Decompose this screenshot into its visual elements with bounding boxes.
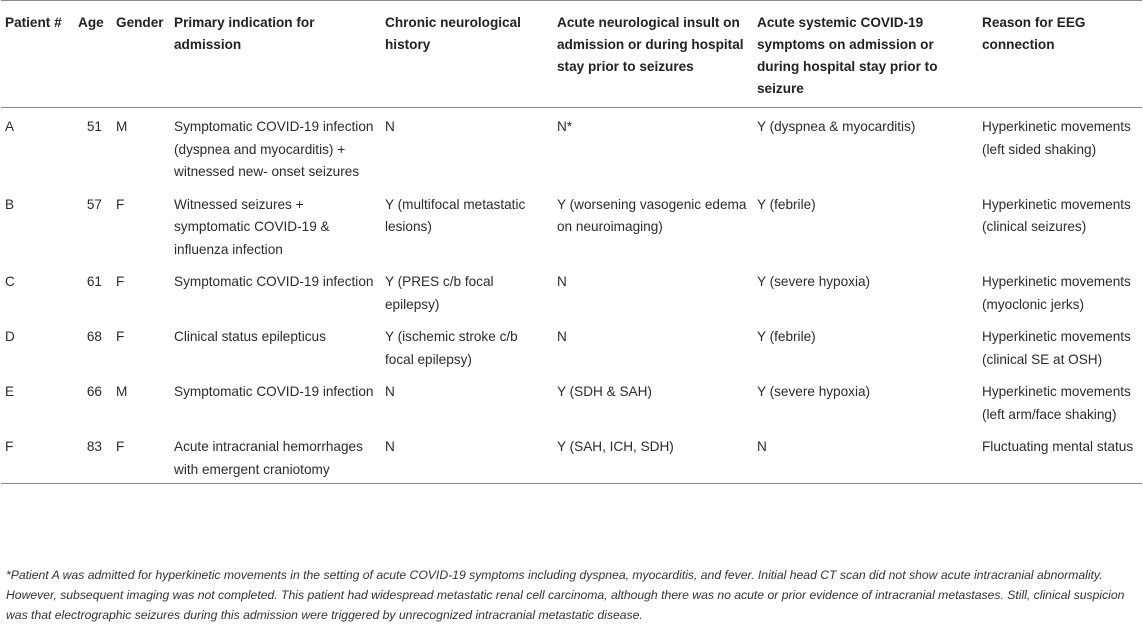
cell-chronic-history: N [385,384,395,399]
header-systemic-symptoms: Acute systemic COVID-19 symptoms on admission or during hospital stay prior to seizure [757,15,938,96]
cell-acute-insult: N [557,274,567,289]
table-row [1,186,1142,264]
cell-patient: A [5,119,15,134]
cell-patient: F [5,439,14,454]
cell-eeg-reason: Hyperkinetic movements (myoclonic jerks) [982,274,1131,312]
table-footnote: *Patient A was admitted for hyperkinetic movements in the setting of acute COVID-19 symptoms including dyspnea, myocarditis, and fever. Initial head CT scan did not show acute intracranial abnormality. However, subsequent imaging was not completed. This patient had widespread metastatic renal cell carcinoma, although there was no acute or prior evidence of intracranial metastases. Still, clinical suspicion was that electrographic seizures during this admission were triggered by unrecognized intracranial metastatic disease. [6,568,1125,622]
header-age: Age [78,15,104,30]
cell-eeg-reason: Fluctuating mental status [982,439,1134,454]
cell-systemic-symptoms: Y (dyspnea & myocarditis) [757,119,916,134]
cell-acute-insult: N [557,329,567,344]
cell-age: 57 [86,196,102,212]
cell-primary-indication: Symptomatic COVID-19 infection [174,274,374,289]
cell-age: 51 [86,119,102,134]
cell-systemic-symptoms: Y (severe hypoxia) [757,384,871,399]
cell-gender: F [116,439,125,454]
cell-systemic-symptoms: Y (severe hypoxia) [757,274,871,289]
cell-primary-indication: Acute intracranial hemorrhages with emergent craniotomy [174,439,363,477]
cell-gender: M [116,384,128,399]
cell-gender: F [116,196,125,212]
header-gender: Gender [116,15,164,30]
table-row [1,428,1142,484]
table-row [1,108,1142,186]
table-row [1,373,1142,428]
cell-systemic-symptoms: N [757,439,767,454]
cell-gender: F [116,274,125,289]
cell-chronic-history: N [385,119,395,134]
cell-age: 83 [86,439,102,454]
header-acute-insult: Acute neurological insult on admission or during hospital stay prior to seizures [557,15,744,74]
cell-patient: E [5,384,15,399]
cell-acute-insult: N* [557,119,573,134]
header-row [1,1,1142,108]
cell-chronic-history: Y (multifocal metastatic lesions) [385,196,526,234]
table-row [1,263,1142,318]
cell-gender: F [116,329,125,344]
cell-systemic-symptoms: Y (febrile) [757,329,816,344]
cell-eeg-reason: Hyperkinetic movements (left sided shaking) [982,119,1131,157]
table-body [1,108,1142,484]
cell-primary-indication: Symptomatic COVID-19 infection [174,384,374,399]
cell-eeg-reason: Hyperkinetic movements (left arm/face shaking) [982,384,1131,422]
header-patient: Patient # [5,15,62,30]
cell-acute-insult: Y (SDH & SAH) [557,384,652,399]
table-row [1,318,1142,373]
cell-patient: C [5,274,15,289]
cell-eeg-reason: Hyperkinetic movements (clinical SE at OSH) [982,329,1131,367]
cell-patient: B [5,196,15,212]
cell-acute-insult: Y (worsening vasogenic edema on neuroimaging) [557,196,747,234]
cell-age: 68 [86,329,102,344]
cell-chronic-history: Y (ischemic stroke c/b focal epilepsy) [385,329,518,367]
cell-gender: M [116,119,128,134]
cell-acute-insult: Y (SAH, ICH, SDH) [557,439,674,454]
cell-primary-indication: Witnessed seizures + symptomatic COVID-19 & influenza infection [174,196,330,257]
cell-age: 66 [86,384,102,399]
header-primary-indication: Primary indication for admission [174,15,315,52]
cell-eeg-reason: Hyperkinetic movements (clinical seizures) [982,196,1131,234]
patient-table [1,0,1142,484]
table-header [1,1,1142,108]
cell-age: 61 [86,274,102,289]
cell-primary-indication: Symptomatic COVID-19 infection (dyspnea and myocarditis) + witnessed new- onset seizures [174,119,374,179]
header-eeg-reason: Reason for EEG connection [982,15,1086,52]
cell-chronic-history: Y (PRES c/b focal epilepsy) [385,274,494,312]
cell-systemic-symptoms: Y (febrile) [757,196,816,212]
cell-patient: D [5,329,15,344]
cell-primary-indication: Clinical status epilepticus [174,329,326,344]
cell-chronic-history: N [385,439,395,454]
header-chronic-history: Chronic neurological history [385,15,521,52]
